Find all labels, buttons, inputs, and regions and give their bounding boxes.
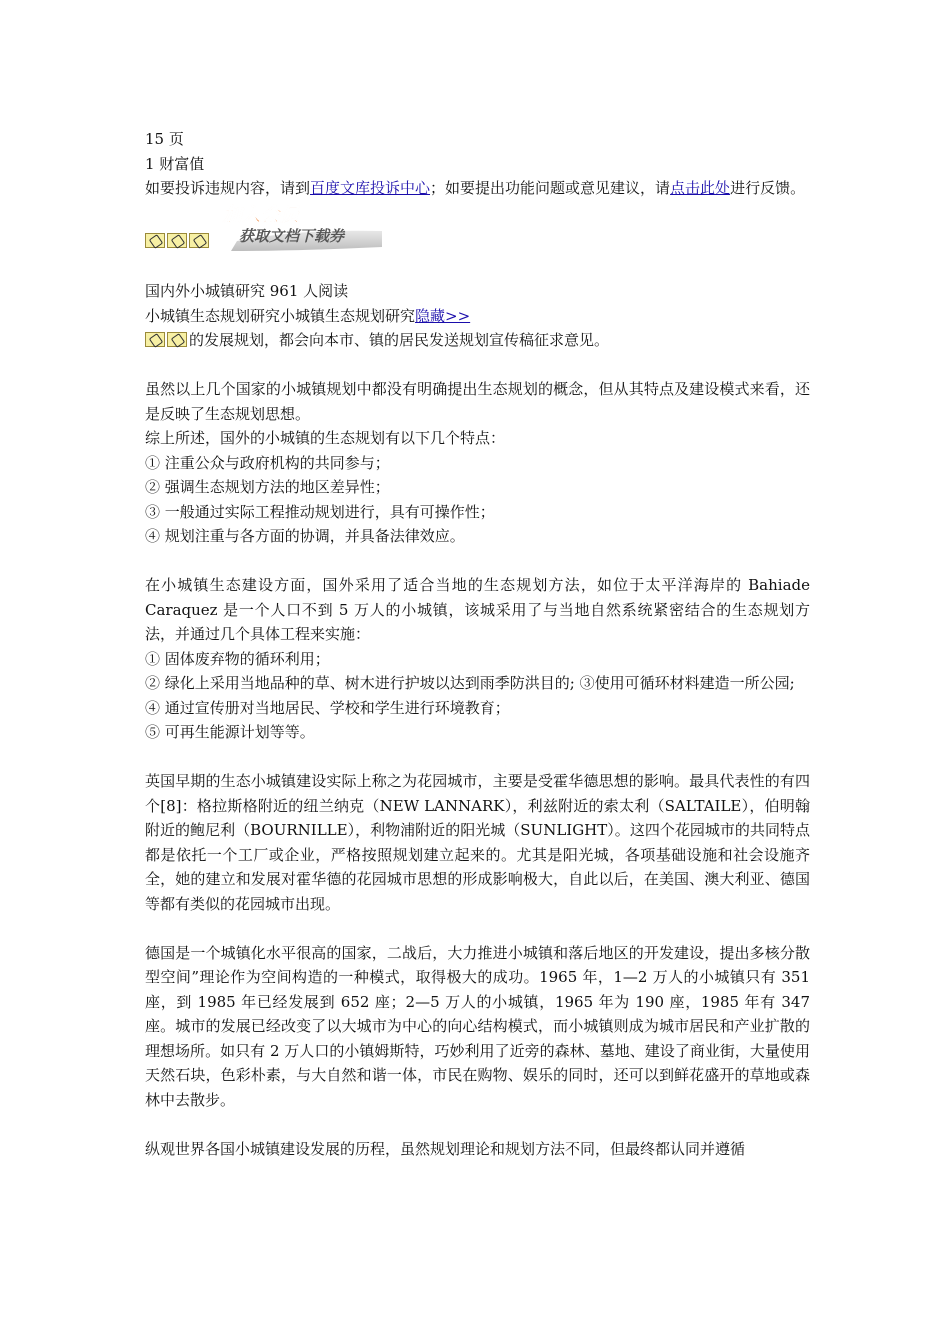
paragraph: 纵观世界各国小城镇建设发展的历程，虽然规划理论和规划方法不同，但最终都认同并遵循 <box>145 1139 746 1158</box>
report-notice <box>145 176 810 201</box>
related-line <box>145 304 810 329</box>
list-item: ② 绿化上采用当地品种的草、树木进行护坡以达到雨季防洪目的; ③使用可循环材料建造一所公园; <box>145 674 795 692</box>
link-icon[interactable] <box>189 233 209 248</box>
link-icon[interactable] <box>145 233 165 248</box>
paragraph: 虽然以上几个国家的小城镇规划中都没有明确提出生态规划的概念，但从其特点及建设模式来看，还是反映了生态规划思想。 <box>145 380 810 423</box>
document-content <box>145 127 810 1161</box>
join-member-banner[interactable] <box>217 201 387 253</box>
spacer <box>145 1112 810 1137</box>
icon-group <box>145 332 187 347</box>
paragraph: 英国早期的生态小城镇建设实际上称之为花园城市，主要是受霍华德思想的影响。最具代表性的有四个[8]：格拉斯格附近的纽兰纳克（NEW LANNARK），利兹附近的索太利（SALTAILE），伯明翰附近的鲍尼利（BOURNILLE），利物浦附近的阳光城（SUNLIGHT）。这四个花园城市的共同特点都是依托一个工厂或企业，严格按照规划建立起来的。尤其是阳光城，各项基础设施和社会设施齐全，她的建立和发展对霍华德的花园城市思想的形成影响极大，自此以后，在美国、澳大利亚、德国等都有类似的花园城市出现。 <box>145 772 810 913</box>
banner-title: 加入会员 <box>223 203 300 226</box>
list-item: ① 注重公众与政府机构的共同参与； <box>145 453 390 472</box>
list-item: ⑤ 可再生能源计划等等。 <box>145 723 315 741</box>
page-count: 15 页 <box>145 130 184 148</box>
notice-text: ；如要提出功能问题或意见建议，请 <box>430 179 671 197</box>
feedback-link[interactable]: 点击此处 <box>670 179 731 197</box>
doc-first-text: 的发展规划，都会向本市、镇的居民发送规划宣传稿征求意见。 <box>189 331 610 349</box>
wealth-value: 1 财富值 <box>145 154 205 173</box>
list-item: ③ 一般通过实际工程推动规划进行，具有可操作性； <box>145 502 495 521</box>
paragraph: 在小城镇生态建设方面，国外采用了适合当地的生态规划方法，如位于太平洋海岸的 Bahiade Caraquez 是一个人口不到 5 万人的小城镇，该城采用了与当地自然系统紧密结合的生态规划方法，并通过几个具体工程来实施： <box>145 576 810 643</box>
notice-text: 如要投诉违规内容，请到 <box>145 179 311 197</box>
paragraph: 德国是一个城镇化水平很高的国家，二战后，大力推进小城镇和落后地区的开发建设，提出多核分散型空间”理论作为空间构造的一种模式，取得极大的成功。1965 年，1—2 万人的小城镇只有 351 座，到 1985 年已经发展到 652 座；2—5 万人的小城镇，1965 年为 190 座，1985 年有 347 座。城市的发展已经改变了以大城市为中心的向心结构模式，而小城镇则成为城市居民和产业扩散的理想场所。如只有 2 万人口的小镇姆斯特，巧妙利用了近旁的森林、墓地、建设了商业街，大量使用天然石块，色彩朴素，与大自然和谐一体，市民在购物、娱乐的同时，还可以到鲜花盛开的草地或森林中去散步。 <box>145 943 810 1109</box>
icon-group <box>145 233 209 248</box>
link-icon[interactable] <box>167 233 187 248</box>
spacer <box>145 916 810 941</box>
spacer <box>145 255 810 280</box>
notice-text: 进行反馈。 <box>730 179 806 197</box>
member-banner-row <box>145 201 810 255</box>
hide-link[interactable]: 隐藏>> <box>415 306 471 325</box>
list-item: ④ 通过宣传册对当地居民、学校和学生进行环境教育； <box>145 698 510 717</box>
doc-first-line <box>145 328 810 353</box>
spacer <box>145 745 810 770</box>
related-title: 小城镇生态规划研究小城镇生态规划研究 <box>145 306 416 325</box>
link-icon[interactable] <box>145 332 165 347</box>
spacer <box>145 353 810 378</box>
complaint-center-link[interactable]: 百度文库投诉中心 <box>310 179 431 197</box>
list-item: ② 强调生态规划方法的地区差异性； <box>145 478 390 496</box>
paragraph: 综上所述，国外的小城镇的生态规划有以下几个特点： <box>145 429 506 447</box>
spacer <box>145 549 810 574</box>
link-icon[interactable] <box>167 332 187 347</box>
list-item: ④ 规划注重与各方面的协调，并具备法律效应。 <box>145 527 465 545</box>
list-item: ① 固体废弃物的循环利用； <box>145 649 330 668</box>
banner-subtitle: 获取文档下载券 <box>239 226 345 245</box>
doc-title-line: 国内外小城镇研究 961 人阅读 <box>145 282 349 300</box>
